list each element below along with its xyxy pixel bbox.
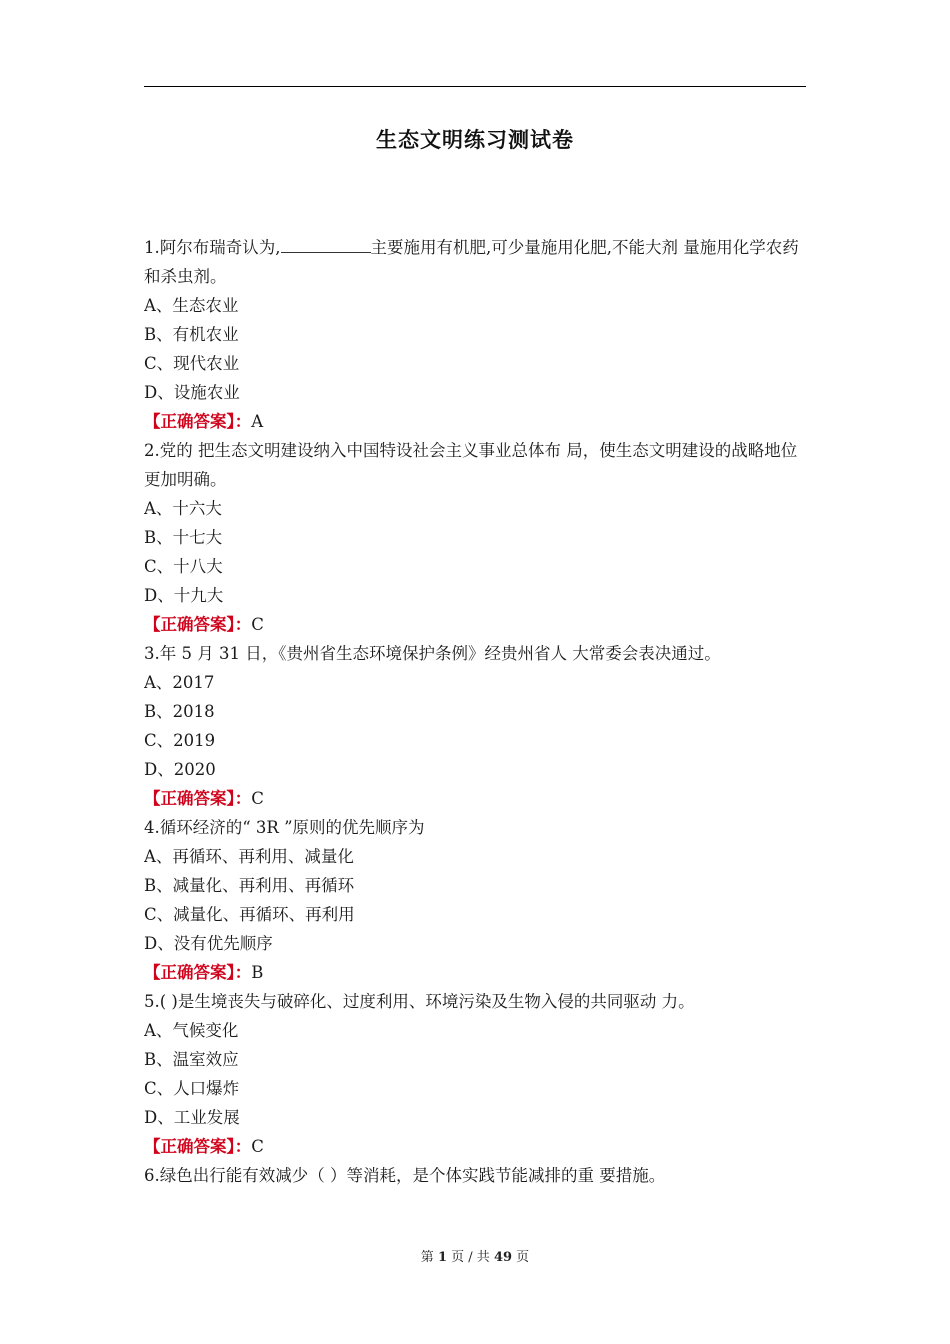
answer-value-3: C (251, 789, 264, 808)
question-list (144, 233, 804, 1190)
answer-value-4: B (251, 963, 264, 982)
answer-label: 【正确答案】： (144, 1137, 252, 1156)
option-2b: B、十七大 (144, 528, 223, 547)
option-5b: B、温室效应 (144, 1050, 239, 1069)
answer-3 (144, 784, 804, 813)
answer-1 (144, 407, 804, 436)
page-footer (0, 1246, 950, 1265)
option-3b: B、2018 (144, 702, 215, 721)
option-1c: C、现代农业 (144, 354, 240, 373)
option-1a: A、生态农业 (144, 296, 239, 315)
option-1b: B、有机农业 (144, 325, 239, 344)
option-4c: C、减量化、再循环、再利用 (144, 905, 355, 924)
option-3a: A、2017 (144, 673, 215, 692)
answer-value-2: C (251, 615, 264, 634)
answer-value-5: C (251, 1137, 264, 1156)
answer-label: 【正确答案】： (144, 963, 252, 982)
option-2d: D、十九大 (144, 586, 224, 605)
answer-label: 【正确答案】： (144, 789, 252, 808)
answer-label: 【正确答案】： (144, 412, 252, 431)
option-2a: A、十六大 (144, 499, 222, 518)
question-1-stem-start: 1.阿尔布瑞奇认为, (144, 238, 281, 257)
question-stem-6: 6.绿色出行能有效减少（ ）等消耗，是个体实践节能减排的重 要措施。 (144, 1166, 666, 1185)
footer-suffix: 页 (516, 1250, 530, 1265)
option-5d: D、工业发展 (144, 1108, 240, 1127)
fill-blank (281, 238, 371, 253)
option-5a: A、气候变化 (144, 1021, 239, 1040)
question-stem-5: 5.( )是生境丧失与破碎化、过度利用、环境污染及生物入侵的共同驱动 力。 (144, 992, 695, 1011)
option-3c: C、2019 (144, 731, 216, 750)
option-5c: C、人口爆炸 (144, 1079, 240, 1098)
answer-2 (144, 610, 804, 639)
document-title: 生态文明练习测试卷 (376, 127, 574, 152)
total-page-count: 49 (493, 1250, 513, 1265)
question-stem-1 (144, 233, 804, 291)
option-4b: B、减量化、再利用、再循环 (144, 876, 355, 895)
option-1d: D、设施农业 (144, 383, 240, 402)
option-4a: A、再循环、再利用、减量化 (144, 847, 354, 866)
header-rule (144, 86, 806, 87)
answer-value-1: A (251, 412, 264, 431)
option-2c: C、十八大 (144, 557, 223, 576)
question-1-stem-end: 主要施用有机肥,可少量施用化肥,不能大剂 量施用化学农药和杀虫剂。 (144, 238, 799, 286)
footer-middle: 页 / 共 (451, 1250, 490, 1265)
option-3d: D、2020 (144, 760, 216, 779)
answer-label: 【正确答案】： (144, 615, 252, 634)
question-stem-4: 4.循环经济的“ 3R ”原则的优先顺序为 (144, 818, 425, 837)
answer-5 (144, 1132, 804, 1161)
footer-prefix: 第 (420, 1250, 434, 1265)
answer-4 (144, 958, 804, 987)
question-stem-3: 3.年 5 月 31 日，《贵州省生态环境保护条例》经贵州省人 大常委会表决通过。 (144, 644, 721, 663)
current-page-number: 1 (437, 1250, 447, 1265)
option-4d: D、没有优先顺序 (144, 934, 273, 953)
question-stem-2: 2.党的 把生态文明建设纳入中国特设社会主义事业总体布 局，使生态文明建设的战略地位更加明确。 (144, 441, 798, 489)
